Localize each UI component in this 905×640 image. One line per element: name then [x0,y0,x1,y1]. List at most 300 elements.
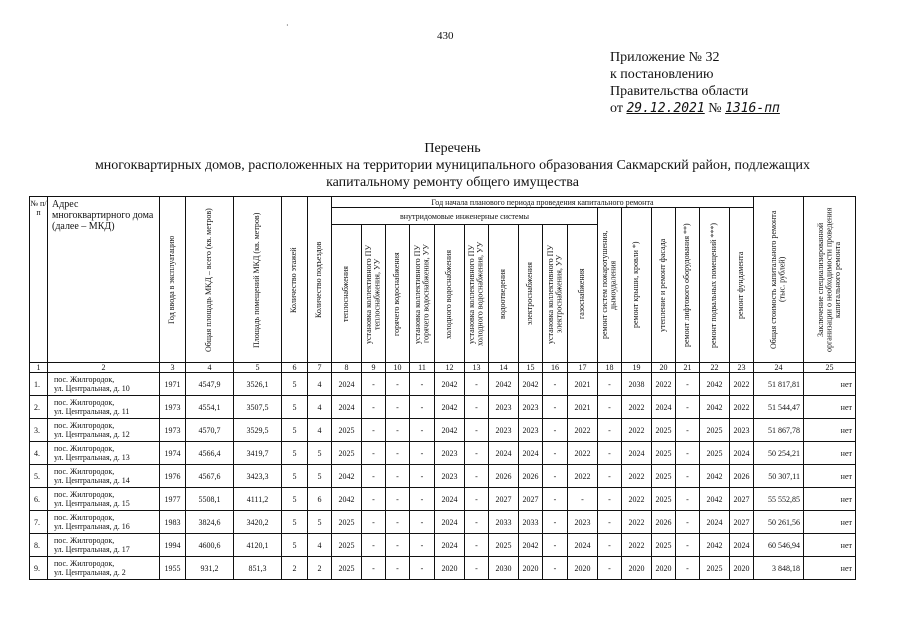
table-cell: 2025 [332,442,362,465]
column-number: 6 [282,363,308,373]
table-cell: 2025 [332,557,362,580]
table-cell: 2025 [652,419,676,442]
table-cell: 2026 [489,465,519,488]
row-number: 9. [30,557,48,580]
table-cell: - [465,419,489,442]
address-line-1: пос. Жилгородок, [54,513,115,522]
table-cell: - [465,373,489,396]
address-line-2: ул. Центральная, д. 11 [54,407,130,416]
table-cell: 2025 [700,442,730,465]
table-cell: - [410,465,435,488]
table-cell: - [598,373,622,396]
table-row [30,511,856,534]
table-cell: 2 [308,557,332,580]
column-number: 19 [622,363,652,373]
table-cell: - [598,534,622,557]
appendix-line-2: к постановлению [610,67,714,82]
table-cell: 2021 [568,396,598,419]
table-cell: 5 [282,373,308,396]
column-number: 5 [234,363,282,373]
table-cell: - [410,511,435,534]
appendix-line-3: Правительства области [610,84,749,99]
address-line-1: пос. Жилгородок, [54,559,115,568]
table-cell: 2022 [622,465,652,488]
table-cell: 2023 [730,419,754,442]
hdr-c22: ремонт подвальных помещений ***) [700,208,730,363]
table-cell: - [410,396,435,419]
table-cell: 4120,1 [234,534,282,557]
row-address [48,557,160,580]
table-cell: 1976 [160,465,186,488]
table-cell: - [386,419,410,442]
table-cell: нет [804,488,856,511]
table-cell: 51 817,81 [754,373,804,396]
table-cell: 2038 [622,373,652,396]
row-address [48,373,160,396]
table-row [30,396,856,419]
table-cell: - [386,511,410,534]
table-cell: 2026 [652,511,676,534]
table-cell: 1973 [160,396,186,419]
table-cell: 4570,7 [186,419,234,442]
table-cell: - [386,442,410,465]
table-cell: 2020 [622,557,652,580]
table-cell: 2024 [435,534,465,557]
table-cell: 2020 [652,557,676,580]
table-cell: - [410,373,435,396]
table-cell: 2042 [332,488,362,511]
table-cell: - [465,488,489,511]
table-cell: 2025 [332,534,362,557]
table-cell: - [543,373,568,396]
table-cell: 4554,1 [186,396,234,419]
table-cell: 2024 [435,511,465,534]
column-number: 21 [676,363,700,373]
hdr-total-area: Общая площадь МКД – всего (кв. метров) [186,197,234,363]
column-number: 25 [804,363,856,373]
table-cell: 1977 [160,488,186,511]
table-cell: - [362,373,386,396]
table-cell: - [362,442,386,465]
table-cell: нет [804,511,856,534]
table-cell: 4 [308,534,332,557]
table-cell: 5 [308,465,332,488]
table-cell: 2023 [519,396,543,419]
table-cell: 2042 [435,419,465,442]
table-cell: 851,3 [234,557,282,580]
table-cell: 2022 [568,419,598,442]
table-row [30,442,856,465]
table-cell: 2024 [730,534,754,557]
table-cell: - [543,465,568,488]
table-cell: 2027 [730,488,754,511]
hdr-c11: установка коллективного ПУ горячего водоснабжения, УУ [410,225,435,363]
table-cell: 2023 [519,419,543,442]
address-line-1: пос. Жилгородок, [54,536,115,545]
table-cell: - [410,488,435,511]
address-line-2: ул. Центральная, д. 16 [54,522,130,531]
table-cell: - [676,511,700,534]
table-cell: 3 848,18 [754,557,804,580]
table-cell: 2 [282,557,308,580]
table-cell: 2022 [730,396,754,419]
column-number: 23 [730,363,754,373]
table-cell: - [543,419,568,442]
table-cell: 2022 [622,419,652,442]
table-cell: - [598,488,622,511]
hdr-c16: установка коллективного ПУ электроснабжения, УУ [543,225,568,363]
table-cell: - [676,488,700,511]
table-cell: 2042 [435,373,465,396]
address-line-1: пос. Жилгородок, [54,398,115,407]
address-line-2: ул. Центральная, д. 2 [54,568,126,577]
table-cell: 2042 [435,396,465,419]
title-line-1: Перечень [424,141,481,156]
column-number: 4 [186,363,234,373]
table-cell: 2025 [652,534,676,557]
table-cell: 3529,5 [234,419,282,442]
appendix-from: от [610,101,623,116]
table-cell: - [598,442,622,465]
table-cell: 931,2 [186,557,234,580]
column-number: 3 [160,363,186,373]
table-cell: 2023 [489,419,519,442]
table-cell: 5 [308,511,332,534]
table-cell: - [386,488,410,511]
table-cell: 2024 [519,442,543,465]
table-cell: 3507,5 [234,396,282,419]
table-cell: - [465,465,489,488]
table-cell: 3423,3 [234,465,282,488]
table-cell: 3420,2 [234,511,282,534]
table-cell: 4 [308,419,332,442]
table-cell: - [543,511,568,534]
table-cell: 2020 [519,557,543,580]
table-cell: нет [804,396,856,419]
table-cell: 2022 [730,373,754,396]
hdr-c17: газоснабжения [568,225,598,363]
table-cell: - [386,465,410,488]
row-number: 8. [30,534,48,557]
hdr-c10: горячего водоснабжения [386,225,410,363]
address-line-1: пос. Жилгородок, [54,490,115,499]
table-cell: 2025 [489,534,519,557]
hdr-c15: электроснабжения [519,225,543,363]
table-cell: - [362,488,386,511]
table-cell: - [676,419,700,442]
table-cell: - [465,396,489,419]
table-cell: 2025 [652,465,676,488]
table-cell: 2042 [700,396,730,419]
table-cell: - [465,534,489,557]
table-body [30,373,856,580]
table-cell: - [386,557,410,580]
row-number: 3. [30,419,48,442]
table-cell: 2020 [435,557,465,580]
table-cell: 2042 [700,488,730,511]
hdr-c8: теплоснабжения [332,225,362,363]
table-cell: 3824,6 [186,511,234,534]
table-cell: нет [804,534,856,557]
table-cell: - [676,396,700,419]
table-cell: 1973 [160,419,186,442]
document-title [0,140,905,191]
row-number: 7. [30,511,48,534]
houses-table [29,196,856,580]
table-cell: 60 546,94 [754,534,804,557]
column-number: 11 [410,363,435,373]
table-cell: - [386,373,410,396]
hdr-entrances: Количество подъездов [308,197,332,363]
row-address [48,442,160,465]
hdr-floors: Количество этажей [282,197,308,363]
table-cell: 4111,2 [234,488,282,511]
table-cell: 2022 [622,511,652,534]
table-cell: 4 [308,396,332,419]
table-cell: - [676,373,700,396]
address-line-2: ул. Центральная, д. 14 [54,476,130,485]
table-cell: - [362,557,386,580]
page-number: 430 [437,30,454,42]
table-cell: - [598,465,622,488]
table-cell: 1994 [160,534,186,557]
table-row [30,465,856,488]
column-number: 20 [652,363,676,373]
table-cell: - [410,442,435,465]
table-cell: - [465,442,489,465]
column-number: 8 [332,363,362,373]
hdr-c14: водоотведения [489,225,519,363]
hdr-c12: холодного водоснабжения [435,225,465,363]
table-cell: - [676,534,700,557]
row-address [48,396,160,419]
table-cell: 55 552,85 [754,488,804,511]
table-cell: 2033 [519,511,543,534]
table-cell: 2042 [332,465,362,488]
table-cell: - [465,511,489,534]
hdr-premises-area: Площадь помещений МКД (кв. метров) [234,197,282,363]
scan-dot: · [286,21,289,30]
table-cell: 51 544,47 [754,396,804,419]
table-cell: 2042 [519,534,543,557]
column-number: 14 [489,363,519,373]
hdr-c18: ремонт систем пожаротушения, дымоудаления [598,208,622,363]
table-cell: 2025 [652,488,676,511]
table-cell: 2027 [730,511,754,534]
table-cell: 2022 [568,442,598,465]
hdr-c20: утепление и ремонт фасада [652,208,676,363]
appendix-line-1: Приложение № 32 [610,50,720,65]
table-cell: 2023 [435,465,465,488]
table-cell: 2022 [568,465,598,488]
table-cell: 1955 [160,557,186,580]
table-cell: нет [804,465,856,488]
table-cell: 5508,1 [186,488,234,511]
table-cell: 2024 [332,396,362,419]
table-cell: 50 307,11 [754,465,804,488]
address-line-2: ул. Центральная, д. 15 [54,499,130,508]
table-cell: - [543,557,568,580]
table-cell: 2027 [519,488,543,511]
table-cell: 1974 [160,442,186,465]
row-address [48,511,160,534]
column-number: 22 [700,363,730,373]
appendix-number: 1316-пп [725,101,780,116]
address-line-2: ул. Центральная, д. 13 [54,453,130,462]
hdr-c13: установка коллективного ПУ холодного водоснабжения, УУ [465,225,489,363]
hdr-c23: ремонт фундамента [730,208,754,363]
table-cell: 2022 [652,373,676,396]
table-cell: нет [804,419,856,442]
table-cell: - [598,557,622,580]
table-cell: - [543,442,568,465]
table-cell: 2023 [435,442,465,465]
table-cell: 50 261,56 [754,511,804,534]
row-address [48,465,160,488]
table-cell: 2024 [435,488,465,511]
table-cell: 4 [308,373,332,396]
table-cell: 2026 [519,465,543,488]
table-cell: 5 [282,419,308,442]
row-number: 5. [30,465,48,488]
table-cell: 3419,7 [234,442,282,465]
table-row [30,534,856,557]
table-cell: - [543,534,568,557]
table-cell: 1983 [160,511,186,534]
row-address [48,534,160,557]
column-number: 2 [48,363,160,373]
table-cell: 2024 [568,534,598,557]
hdr-c9: установка коллективного ПУ теплоснабжения, УУ [362,225,386,363]
appendix-date: 29.12.2021 [626,101,705,116]
table-cell: 2020 [730,557,754,580]
address-line-2: ул. Центральная, д. 12 [54,430,130,439]
table-cell: 2042 [700,465,730,488]
address-line-1: пос. Жилгородок, [54,467,115,476]
table-cell: 2022 [622,534,652,557]
appendix-num-sign: № [708,101,722,116]
table-cell: - [676,557,700,580]
table-cell: - [362,396,386,419]
address-line-2: ул. Центральная, д. 10 [54,384,130,393]
column-number: 9 [362,363,386,373]
table-cell: 2023 [489,396,519,419]
table-cell: 6 [308,488,332,511]
table-row [30,373,856,396]
hdr-c24: Общая стоимость капитального ремонта (тыс. рублей) [754,197,804,363]
table-row [30,557,856,580]
table-cell: - [410,557,435,580]
hdr-num: № п/п [30,197,48,363]
hdr-plan-period: Год начала планового периода проведения капитального ремонта [332,197,754,208]
table-cell: нет [804,373,856,396]
hdr-systems: внутридомовые инженерные системы [332,208,598,225]
address-line-2: ул. Центральная, д. 17 [54,545,130,554]
address-line-1: пос. Жилгородок, [54,421,115,430]
row-number: 1. [30,373,48,396]
table-cell: 51 867,78 [754,419,804,442]
table-row [30,488,856,511]
table-cell: - [598,419,622,442]
table-cell: 4600,6 [186,534,234,557]
row-address [48,488,160,511]
column-number: 15 [519,363,543,373]
table-cell: 2024 [730,442,754,465]
table-cell: 2022 [622,488,652,511]
table-cell: 2022 [622,396,652,419]
hdr-address: Адрес многоквартирного дома (далее – МКД) [48,197,160,363]
table-cell: - [676,465,700,488]
hdr-c25: Заключение специализированной организации о необходимости проведения капитального ремонта [804,197,856,363]
table-cell: 4567,6 [186,465,234,488]
table-cell: 2025 [332,419,362,442]
table-cell: 2027 [489,488,519,511]
address-line-1: пос. Жилгородок, [54,444,115,453]
column-number: 18 [598,363,622,373]
column-number: 10 [386,363,410,373]
table-cell: 5 [308,442,332,465]
table-cell: 2042 [519,373,543,396]
column-number: 13 [465,363,489,373]
table-cell: 3526,1 [234,373,282,396]
table-cell: 5 [282,465,308,488]
table-cell: - [386,396,410,419]
table-cell: - [676,442,700,465]
table-cell: 2042 [700,534,730,557]
table-cell: - [598,396,622,419]
address-line-1: пос. Жилгородок, [54,375,115,384]
table-cell: 5 [282,534,308,557]
table-cell: 2024 [652,396,676,419]
table-cell: 2025 [332,511,362,534]
table-cell: - [362,465,386,488]
table-cell: 2025 [700,419,730,442]
table-cell: 2025 [700,557,730,580]
table-cell: - [362,511,386,534]
table-cell: нет [804,442,856,465]
table-cell: 2023 [568,511,598,534]
table-cell: - [465,557,489,580]
table-cell: - [410,419,435,442]
column-number: 12 [435,363,465,373]
appendix-block [610,49,780,117]
table-cell: 2024 [700,511,730,534]
column-number: 17 [568,363,598,373]
table-cell: 5 [282,396,308,419]
hdr-c19: ремонт крыши, кровли *) [622,208,652,363]
table-cell: 1971 [160,373,186,396]
hdr-c21: ремонт лифтового оборудования **) [676,208,700,363]
table-cell: 2042 [489,373,519,396]
table-cell: 2020 [568,557,598,580]
table-row [30,419,856,442]
table-cell: 2021 [568,373,598,396]
hdr-year: Год ввода в эксплуатацию [160,197,186,363]
title-line-3: капитальному ремонту общего имущества [326,175,579,190]
table-cell: нет [804,557,856,580]
table-cell: - [568,488,598,511]
table-cell: - [410,534,435,557]
row-address [48,419,160,442]
column-number: 16 [543,363,568,373]
table-cell: 2024 [332,373,362,396]
table-cell: 2033 [489,511,519,534]
column-number-row [30,363,856,373]
table-cell: 4547,9 [186,373,234,396]
table-cell: 4566,4 [186,442,234,465]
table-cell: 5 [282,511,308,534]
table-cell: - [543,396,568,419]
